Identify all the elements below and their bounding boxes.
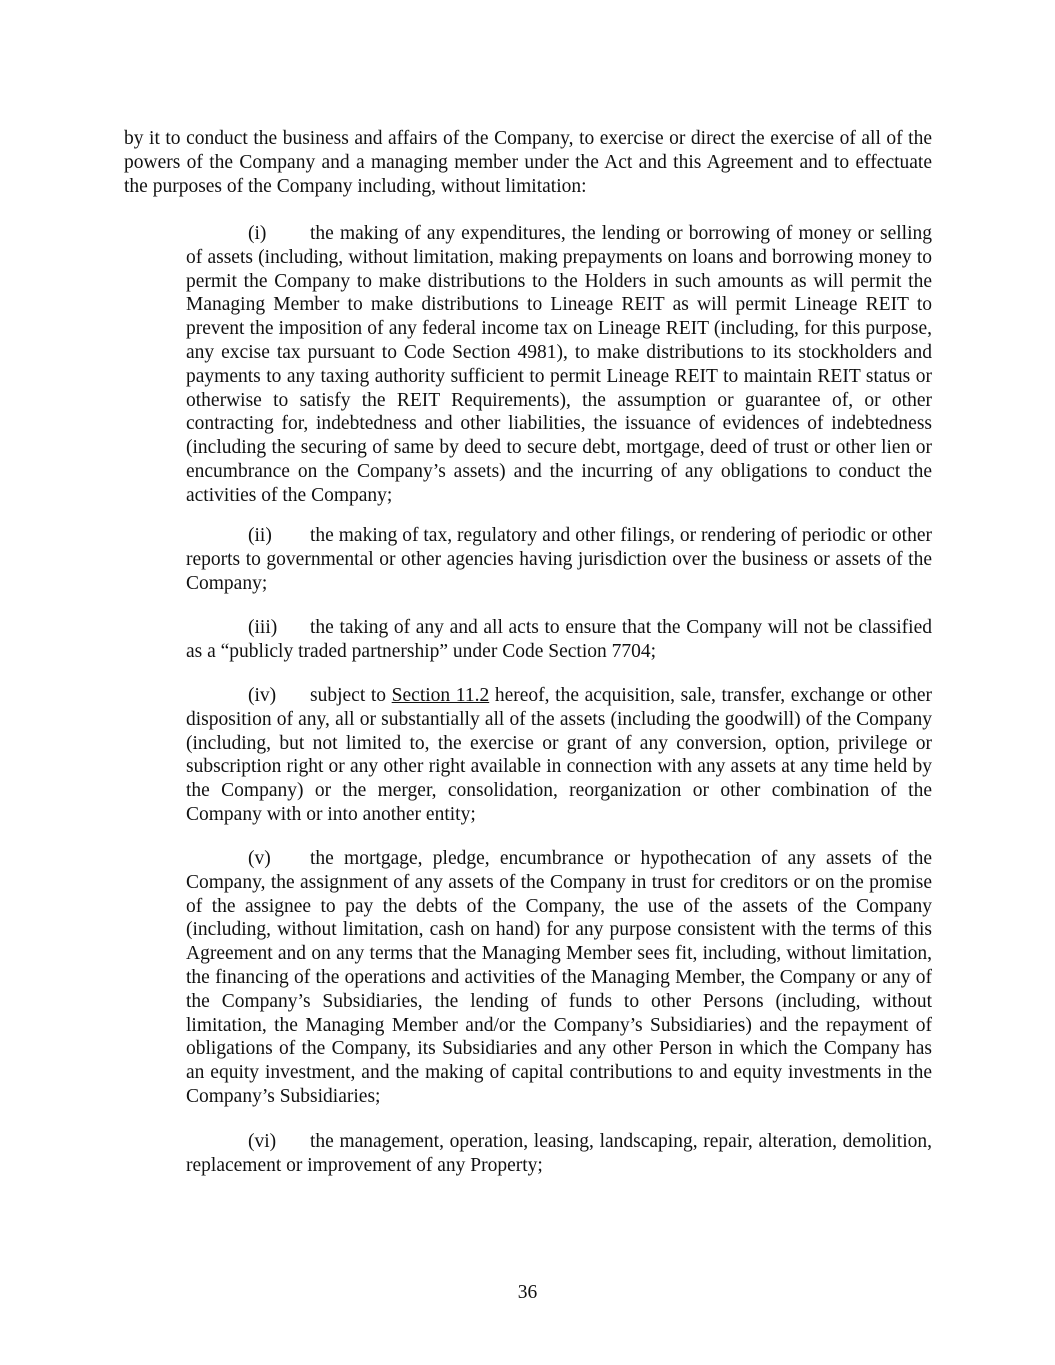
clause-number: (iv) <box>248 685 277 706</box>
clause-text-before: subject to <box>310 685 392 706</box>
clause-text: the management, operation, leasing, landscaping, repair, alteration, demolition, replacement or improvement of any Property; <box>186 1131 932 1176</box>
clause-number: (v) <box>248 848 271 869</box>
clause-number: (ii) <box>248 525 272 546</box>
clause-ii <box>186 524 932 595</box>
clause-vi <box>186 1130 932 1178</box>
clause-text: the making of any expenditures, the lending or borrowing of money or selling of assets (including, without limitation, making prepayments on loans and borrowing money to permit the Company to make distributions to the Holders in such amounts as will permit the Managing Member to make distributions to Lineage REIT as will permit Lineage REIT to prevent the imposition of any federal income tax on Lineage REIT (including, for this purpose, any excise tax pursuant to Code Section 4981), to make distributions to its stockholders and payments to any taxing authority sufficient to permit Lineage REIT to maintain REIT status or otherwise to satisfy the REIT Requirements), the assumption or guarantee of, or other contracting for, indebtedness and other liabilities, the issuance of evidences of indebtedness (including the securing of same by deed to secure debt, mortgage, deed of trust or other lien or encumbrance on the Company’s assets) and the incurring of any obligations to conduct the activities of the Company; <box>186 223 932 506</box>
clause-text: the making of tax, regulatory and other filings, or rendering of periodic or other reports to governmental or other agencies having jurisdiction over the business or assets of the Company; <box>186 525 932 594</box>
page-number: 36 <box>517 1282 538 1303</box>
clause-number: (i) <box>248 223 267 244</box>
clause-text-after: hereof, the acquisition, sale, transfer, exchange or other disposition of any, all or substantially all of the assets (including the goodwill) of the Company (including, but not limited to, the exercise or grant of any conversion, option, privilege or subscription right or any other right available in connection with any assets at any time held by the Company) or the merger, consolidation, reorganization or other combination of the Company with or into another entity; <box>186 685 932 825</box>
clause-number: (vi) <box>248 1131 277 1152</box>
clause-iii <box>186 616 932 664</box>
section-11-2-link[interactable]: Section 11.2 <box>391 685 490 706</box>
clause-text: the mortgage, pledge, encumbrance or hypothecation of any assets of the Company, the assignment of any assets of the Company in trust for creditors or on the promise of the assignee to pay the debts of the Company, the use of the assets of the Company (including, without limitation, cash on hand) for any purpose consistent with the terms of this Agreement and on any terms that the Managing Member sees fit, including, without limitation, the financing of the operations and activities of the Managing Member, the Company or any of the Company’s Subsidiaries, the lending of funds to other Persons (including, without limitation, the Managing Member and/or the Company’s Subsidiaries) and the repayment of obligations of the Company, its Subsidiaries and any other Person in which the Company has an equity investment, and the making of capital contributions to and equity investments in the Company’s Subsidiaries; <box>186 848 932 1107</box>
clause-iv <box>186 684 932 827</box>
intro-paragraph: by it to conduct the business and affairs of the Company, to exercise or direct the exercise of all of the powers of the Company and a managing member under the Act and this Agreement and to effectuate the purposes of the Company including, without limitation: <box>124 128 932 197</box>
clause-v <box>186 847 932 1109</box>
clause-i <box>186 222 932 508</box>
clause-number: (iii) <box>248 617 278 638</box>
clause-text: the taking of any and all acts to ensure that the Company will not be classified as a “publicly traded partnership” under Code Section 7704; <box>186 617 932 662</box>
